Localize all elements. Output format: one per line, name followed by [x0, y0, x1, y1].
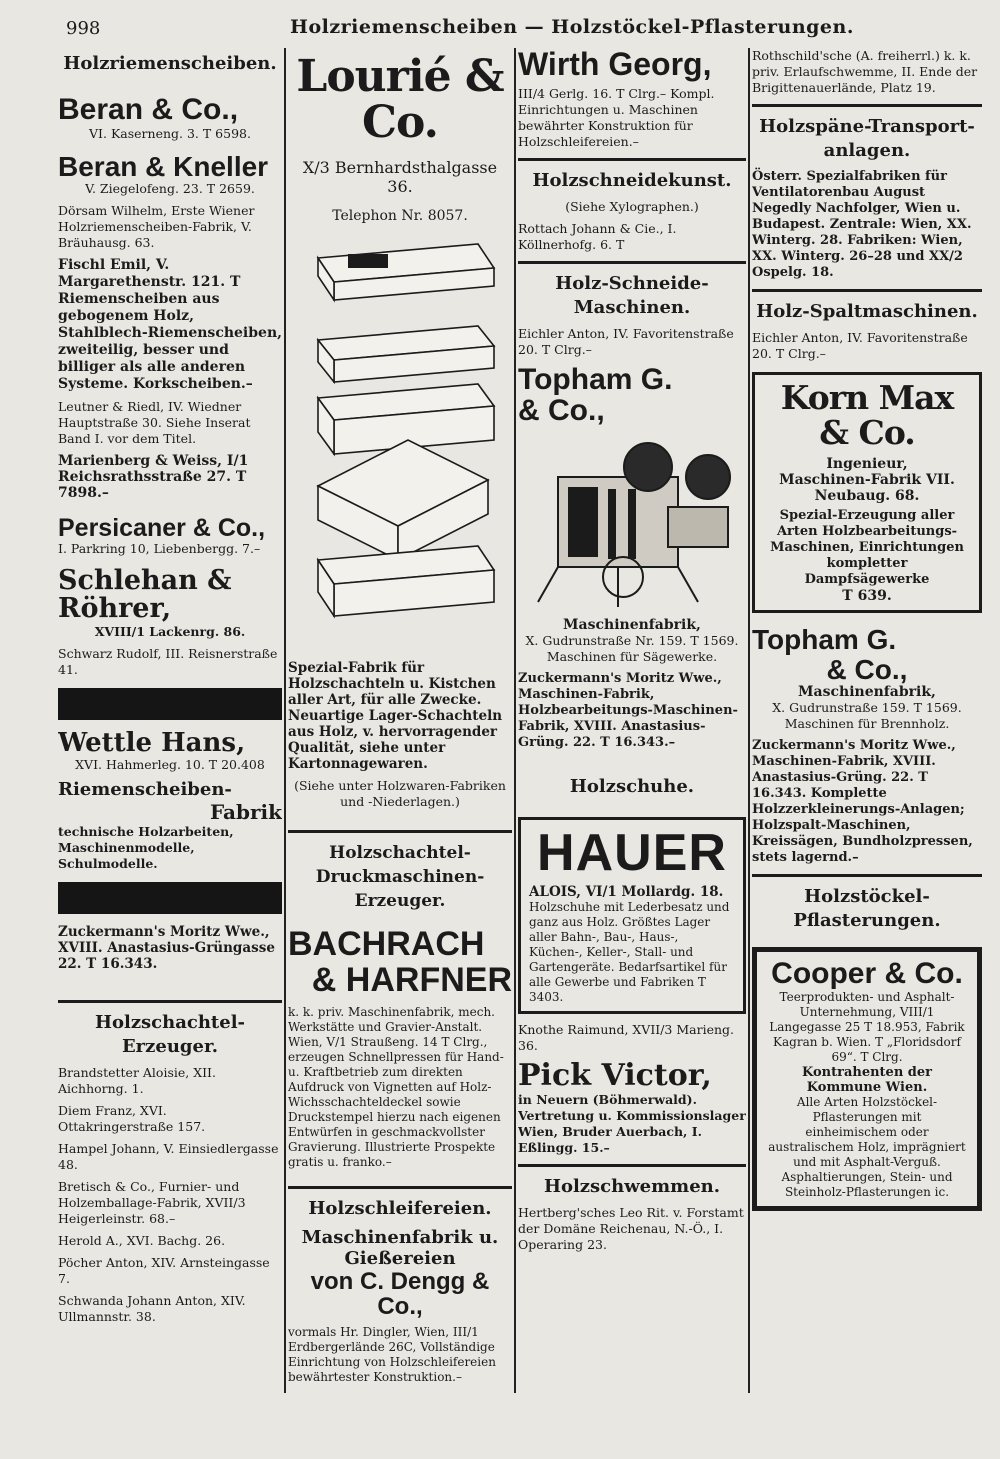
listing-name: Beran & Kneller — [58, 150, 269, 182]
listing-entry: Österr. Spezialfabriken für Ventilatorenbau August Negedly Nachfolger, Wien u. Budapest. Zentrale: Wien, XX. Winterg. 28. Fabriken: Wien, XX. Winterg. 26–28 und XX/2 Ospelg. 18. — [752, 169, 972, 280]
ad-text: Alle Arten Holzstöckel-Pflasterungen mit einheimischem oder australischem Holz, imprägniert und mit Asphalt-Verguß. Asphaltierungen, Stein- und Steinholz-Pflasterungen ic. — [768, 1094, 966, 1199]
ad-text: III/4 Gerlg. 16. T Clrg.– Kompl. Einrichtungen u. Maschinen bewährter Konstruktion für Holzschleifereien.– — [518, 85, 715, 149]
section-heading: Holzstöckel-Pflasterungen. — [793, 886, 941, 932]
listing-entry: Rothschild'sche (A. freiherrl.) k. k. priv. Erlaufschwemme, II. Ende der Brigittenauerlände, Platz 19. — [752, 48, 978, 95]
listing-entry: Eichler Anton, IV. Favoritenstraße 20. T Clrg.– — [752, 330, 968, 361]
column-4 — [752, 48, 982, 1388]
ad-subtitle: Kontrahenten der Kommune Wien. — [801, 1064, 933, 1095]
cooper-ad — [752, 947, 982, 1211]
listing-address: V. Ziegelofeng. 23. T 2659. — [85, 180, 255, 196]
ad-title: Cooper & Co. — [771, 957, 963, 991]
section-heading: Holzschuhe. — [569, 775, 695, 797]
listing-entry: Zuckermann's Moritz Wwe., XVIII. Anastasius-Grüngasse 22. T 16.343. — [58, 924, 275, 973]
ad-text: Teerprodukten- und Asphalt-Unternehmung, VIII/1 Langegasse 25 T 18.953, Fabrik Kagran b. Wien. T „Floridsdorf 69“. T Clrg. — [769, 989, 965, 1064]
column-3 — [518, 48, 746, 1388]
divider — [752, 874, 982, 877]
listing-address: VI. Kaserneng. 3. T 6598. — [89, 125, 251, 141]
divider — [288, 830, 512, 833]
listing-entry: Marienberg & Weiss, I/1 Reichsrathsstraße 27. T 7898.– — [58, 452, 249, 501]
section-heading: Holz-Schneide-Maschinen. — [555, 272, 709, 318]
machine-illustration — [518, 427, 746, 617]
section-heading: Holzschneidekunst. — [532, 169, 732, 191]
listing-entry: Knothe Raimund, XVII/3 Marieng. 36. — [518, 1022, 734, 1054]
ad-line: Maschinen-Fabrik VII. Neubaug. 68. — [779, 472, 955, 505]
listing-entry: Hertberg'sches Leo Rit. v. Forstamt der Domäne Reichenau, N.-Ö., I. Operaring 23. — [518, 1204, 744, 1252]
listing-entry: Schwarz Rudolf, III. Reisnerstraße 41. — [58, 645, 278, 677]
ad-text: technische Holzarbeiten, Maschinenmodelle, Schulmodelle. — [58, 824, 234, 872]
ad-text: vormals Hr. Dingler, Wien, III/1 Erdbergerlände 26C, Vollständige Einrichtung von Holzschleifereien bewährtester Konstruktion.– — [288, 1325, 496, 1385]
listing-entry: Leutner & Riedl, IV. Wiedner Hauptstraße 30. Siehe Inserat Band I. vor dem Titel. — [58, 398, 251, 446]
listing-name: Beran & Co., — [58, 93, 239, 126]
listing-entry: Bretisch & Co., Furnier- und Holzemballage-Fabrik, XVII/3 Heigerleinstr. 68.– — [58, 1179, 246, 1227]
divider — [288, 1186, 512, 1189]
ad-title: Pick Victor, — [518, 1058, 712, 1094]
ad-heading: Riemenscheiben- — [58, 779, 232, 801]
hauer-ad — [518, 817, 746, 1015]
ad-title: BACHRACH — [288, 925, 485, 964]
divider — [58, 1000, 282, 1003]
ad-subtitle: Maschinenfabrik, — [563, 616, 701, 633]
ad-title: von C. Dengg & Co., — [310, 1267, 490, 1320]
listing-entry: Fischl Emil, V. Margarethenstr. 121. T Riemenscheiben aus gebogenem Holz, Stahlblech-Riemenscheiben, zweiteilig, besser und billiger als alle anderen Systeme. Korkscheiben.– — [58, 256, 282, 392]
ad-address: X/3 Bernhardsthalgasse 36. — [302, 158, 498, 197]
black-bar — [58, 882, 282, 914]
ad-address: ALOIS, VI/1 Mollardg. 18. — [529, 884, 724, 901]
ad-address: X. Gudrunstraße Nr. 159. T 1569. Maschinen für Sägewerke. — [525, 632, 739, 664]
ad-title: & HARFNER — [311, 961, 512, 1000]
ad-text: Holzschuhe mit Lederbesatz und ganz aus Holz. Größtes Lager aller Bahn-, Bau-, Haus-, Küchen-, Keller-, Stall- und Gartengeräte. Bedarfsartikel für alle Gewerbe und Fabriken T 3403. — [529, 900, 730, 1005]
ad-heading: Fabrik — [209, 800, 282, 825]
divider — [752, 289, 982, 292]
column-rule — [748, 48, 750, 1393]
running-title: Holzriemenscheiben — Holzstöckel-Pflasterungen. — [290, 16, 854, 38]
ad-text: in Neuern (Böhmerwald). Vertretung u. Kommissionslager Wien, Bruder Auerbach, I. Eßlingg. 15.– — [518, 1091, 746, 1155]
ad-title: & Co., — [518, 394, 605, 428]
listing-entry: Diem Franz, XVI. Ottakringerstraße 157. — [58, 1103, 206, 1135]
listing-entry: Dörsam Wilhelm, Erste Wiener Holzriemenscheiben-Fabrik, V. Bräuhausg. 63. — [58, 202, 255, 250]
section-heading: Holz-Spaltmaschinen. — [756, 301, 978, 322]
ad-text: Spezial-Fabrik für Holzschachteln u. Kistchen aller Art, für alle Zwecke. Neuartige Lager-Schachteln aus Holz, v. hervorragender Qualität, siehe unter Kartonnagewaren. — [288, 660, 503, 773]
listing-entry: Schwanda Johann Anton, XIV. Ullmannstr. 38. — [58, 1293, 246, 1325]
divider — [518, 158, 746, 161]
ad-subtitle: Ingenieur, — [826, 456, 908, 473]
listing-entry: Zuckermann's Moritz Wwe., Maschinen-Fabrik, XVIII. Anastasius-Grüng. 22. T 16.343. Komplette Holzzerkleinerungs-Anlagen; Holzspalt-Maschinen, Kreissägen, Bundholzpressen, stets lagernd.– — [752, 738, 973, 866]
column-2 — [288, 48, 512, 1388]
ad-title: Maschinenfabrik u. Gießereien — [301, 1226, 499, 1269]
column-1 — [58, 48, 282, 1388]
listing-name: Persicaner & Co., — [58, 513, 266, 542]
ad-title: Topham G. — [518, 362, 673, 396]
section-heading: Holzschwemmen. — [543, 1175, 721, 1197]
ad-title: Wirth Georg, — [518, 48, 712, 82]
listing-entry: (Siehe Xylographen.) — [565, 198, 699, 214]
column-rule — [284, 48, 286, 1393]
ad-telephone: Telephon Nr. 8057. — [332, 208, 468, 225]
section-heading: Holzspäne-Transport-anlagen. — [759, 116, 975, 161]
divider — [752, 104, 982, 107]
boxes-illustration — [288, 230, 512, 660]
listing-address: I. Parkring 10, Liebenbergg. 7.– — [58, 541, 261, 557]
ad-text: Spezial-Erzeugung aller Arten Holzbearbeitungs-Maschinen, Einrichtungen kompletter Dampfsägewerke — [770, 508, 964, 588]
divider — [518, 1164, 746, 1167]
listing-name: Schlehan & Röhrer, — [58, 565, 232, 625]
section-heading: Holzschachtel-Erzeuger. — [94, 1012, 246, 1058]
listing-entry: Hampel Johann, V. Einsiedlergasse 48. — [58, 1141, 279, 1173]
ad-note: (Siehe unter Holzwaren-Fabriken und -Niederlagen.) — [294, 778, 506, 810]
column-rule — [514, 48, 516, 1393]
ad-title: HAUER — [537, 823, 727, 882]
ad-text: k. k. priv. Maschinenfabrik, mech. Werkstätte und Gravier-Anstalt. Wien, V/1 Straußeng. 14 T Clrg., erzeugen Schnellpressen für Hand- u. Kraftbetrieb zum direkten Aufdruck von Vignetten auf Holz-Wichsschachteldeckel sowie Druckstempel hierzu nach eigenen Entwürfen in geschmackvollster Gravierung. Illustrierte Prospekte gratis u. franko.– — [288, 1004, 504, 1169]
listing-entry: Herold A., XVI. Bachg. 26. — [58, 1233, 226, 1249]
section-heading: Holzschleifereien. — [308, 1197, 492, 1219]
listing-name: Wettle Hans, — [58, 727, 246, 758]
ad-title: & Co., — [826, 653, 908, 685]
korn-ad — [752, 372, 982, 613]
divider — [518, 261, 746, 264]
ad-telephone: T 639. — [842, 588, 892, 605]
ad-title: Korn Max & Co. — [780, 378, 954, 452]
ad-address: X. Gudrunstraße 159. T 1569. Maschinen für Brennholz. — [772, 700, 962, 732]
section-heading: Holzriemenscheiben. — [63, 53, 277, 74]
listing-entry: Zuckermann's Moritz Wwe., Maschinen-Fabrik, Holzbearbeitungs-Maschinen-Fabrik, XVIII. Anastasius-Grüng. 22. T 16.343.– — [518, 670, 738, 750]
listing-entry: Brandstetter Aloisie, XII. Aichhorng. 1. — [58, 1065, 216, 1097]
ad-subtitle: Maschinenfabrik, — [798, 684, 936, 701]
listing-address: XVI. Hahmerleg. 10. T 20.408 — [75, 757, 265, 773]
listing-address: XVIII/1 Lackenrg. 86. — [94, 623, 246, 639]
page-number: 998 — [66, 18, 101, 39]
listing-entry: Pöcher Anton, XIV. Arnsteingasse 7. — [58, 1255, 270, 1287]
ad-title: Topham G. — [752, 624, 897, 656]
listing-entry: Eichler Anton, IV. Favoritenstraße 20. T Clrg.– — [518, 325, 734, 357]
section-heading: Holzschachtel-Druckmaschinen-Erzeuger. — [315, 843, 485, 912]
black-bar — [58, 688, 282, 720]
ad-title: Lourié & Co. — [296, 51, 504, 149]
listing-entry: Rottach Johann & Cie., I. Köllnerhofg. 6. T — [518, 220, 677, 252]
